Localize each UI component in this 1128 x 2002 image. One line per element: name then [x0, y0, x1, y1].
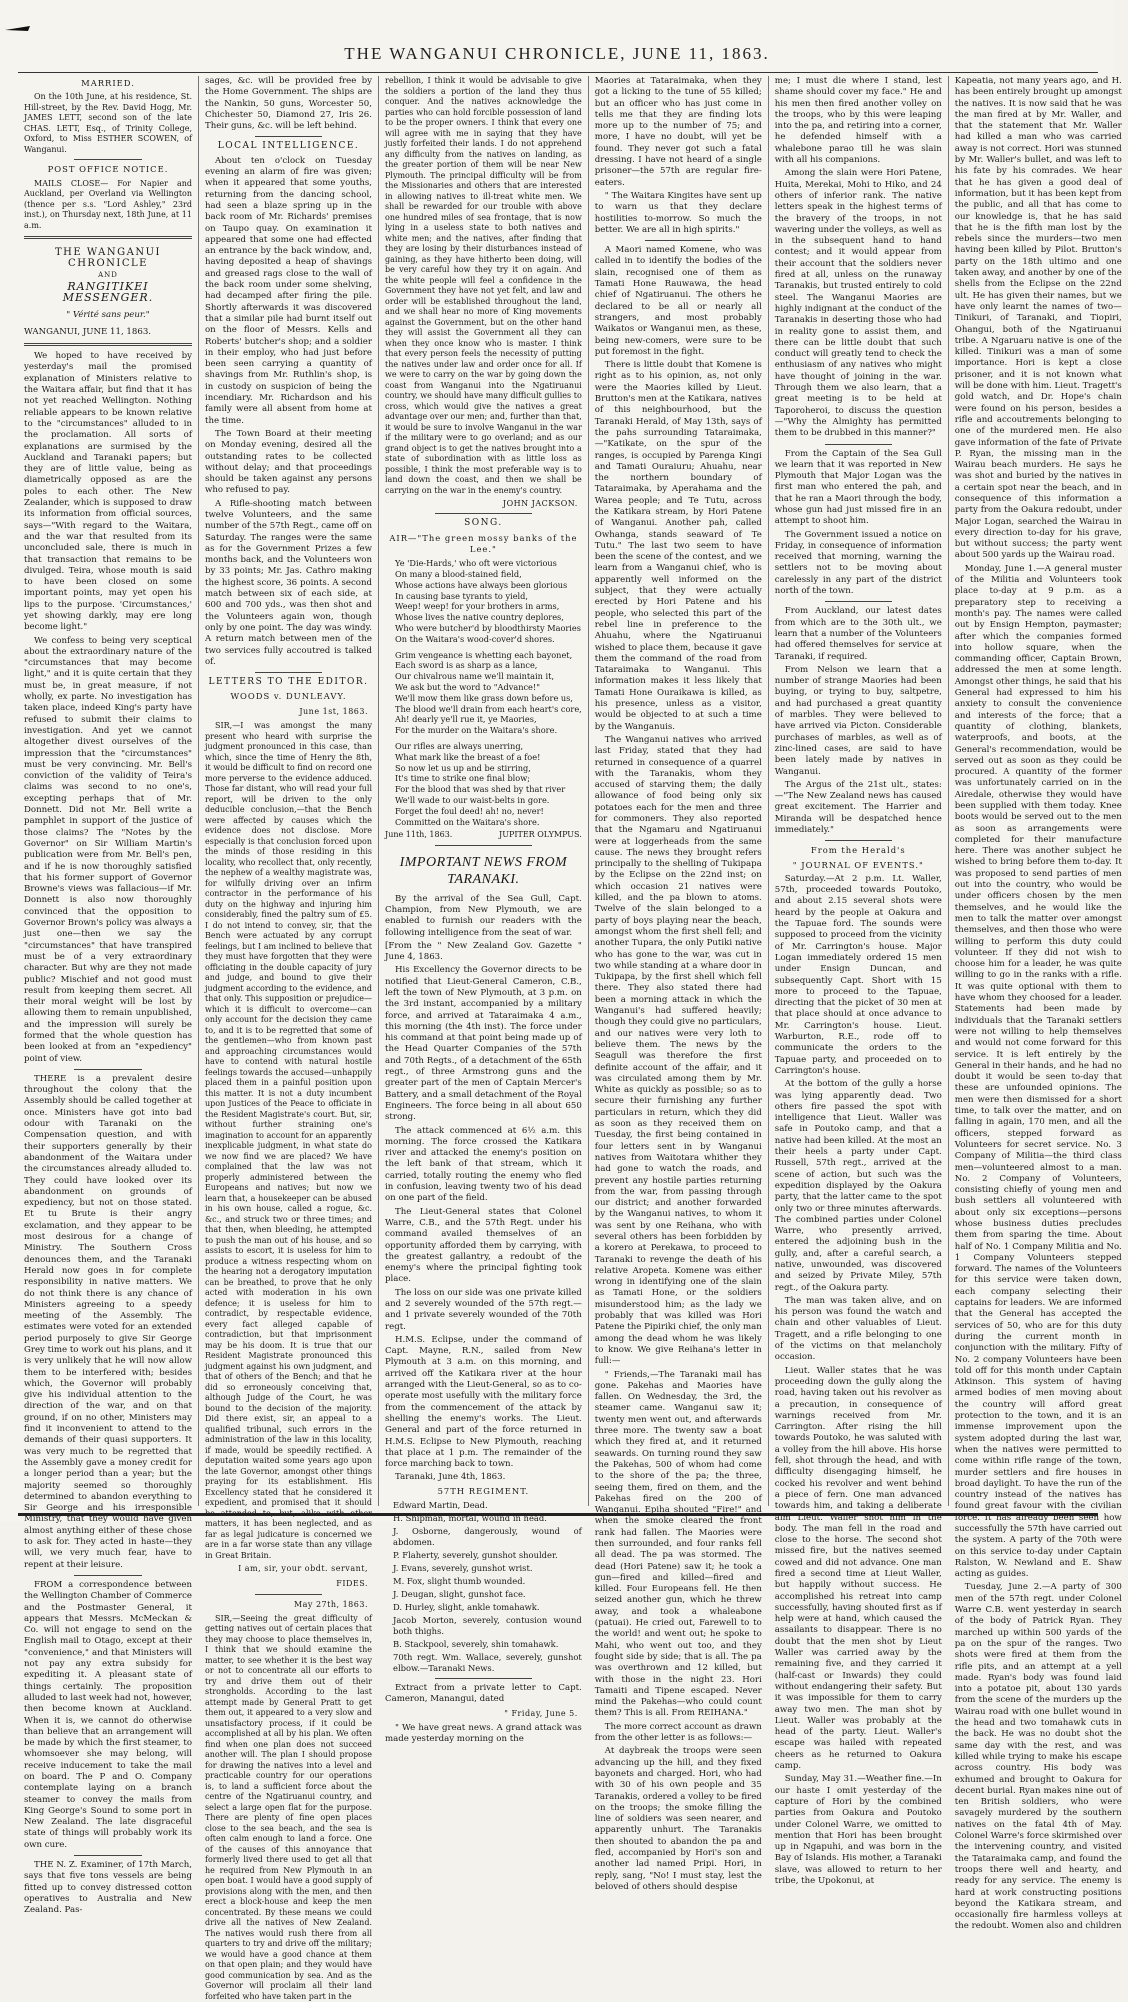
journal-entry: At the bottom of the gully a horse was lying apparently dead. Two others fire passed the spot with intelligence that Lieut. Waller was safe in Poutoko camp, and that a native had been killed. At the most an their heels a party under Capt. Russell, 57th regt., arrived at the scene of action, but such was the expedition displayed by the Oakura party, that the latter came to the spot only two or three minutes afterwards. The combined parties under Colonel Warre, who presently arrived, entered the adjoining bush in the gully, and, after a careful search, a native, unwounded, was discovered and seized by Private Miley, 57th regt., of the Oakura party.	[774, 1079, 942, 1293]
column-5	[768, 76, 948, 1887]
verse-line: Our rifles are always unerring,	[395, 740, 524, 751]
gazette-source: [From the " New Zealand Gov. Gazette " June 4, 1863.	[385, 940, 582, 963]
verse-line: For the murder on the Waitara's shore.	[395, 725, 558, 736]
casualty-entry: B. Stackpool, severely, shin tomahawk.	[393, 1639, 559, 1650]
verse-line: In causing base tyrants to yield,	[395, 590, 529, 601]
verse-line: It's time to strike one final blow;	[395, 773, 530, 784]
header-rule	[18, 72, 1098, 73]
editorial-dateline: WANGANUI, JUNE 11, 1863.	[24, 326, 152, 337]
letter-date: " Friday, June 5.	[504, 1708, 578, 1718]
divider	[435, 845, 532, 846]
divider	[74, 1855, 142, 1856]
divider	[825, 840, 892, 841]
paper-subtitle: RANGITIKEI MESSENGER.	[62, 279, 154, 305]
verse-line: Weep! weep! for your brothers in arms,	[395, 601, 560, 612]
news-paragraph: The Wanganui natives who arrived last Friday, stated that they had returned in consequence of a quarrel with the Taranakis, whom they accused of starving them; the daily allowance of food being only six potatoes each for the men and three for commoners. They also reported that the Ngamaru and Ngatiruanui were at loggerheads from the same cause. The news they brought refers principally to the shelling of Tukipapa by the Eclipse on the 22nd inst; on which occasion 21 natives were killed, and the pa blown to atoms. Twelve of the slain belonged to a party of boys playing near the beach, amongst whom the first shell fell; and another Tupara, the only Putiki native who has gone to the war, was cut in two while standing at a whare door in Tukipapa, by the first shell which fell there. They also stated there had been a morning attack in which the Wanganui's had suffered heavily; though they could give no particulars, and our natives were very loth to believe them. The news by the Seagull was therefore the first definite account of the affair, and it was circulated among them by Mr. White as quickly as possible; so as to secure their furnishing any further particulars in return, which they did as soon as they received them on Tuesday, the first being contained in four letters sent in by Wanganui natives from Waitotara whither they had gone to watch the roads, and prevent any hostile parties returning from the war, from passing through our district; and another forwarded by the Wanganui natives, to whom it was sent by one Reihana, who with several others has been forbidden by a korero at Perekawa, to proceed to Taranaki to revenge the death of his relative Aropeta. Komene was either wrong in identifying one of the slain as Tamati Hone, or the soldiers misunderstood him; as the lady we probably that was killed was Hori Patene the Pipiriki chief, the only man among the dead whom he was likely to know. We give Reihana's letter in full:—	[594, 734, 762, 1367]
verse-line: Each sword is as sharp as a lance,	[395, 660, 538, 671]
verse-line: Whose actions have always been glorious	[395, 579, 568, 590]
casualty-entry: J. Evans, severely, gunshot wrist.	[393, 1563, 533, 1574]
divider	[74, 1069, 142, 1070]
journal-entry: Saturday.—At 2 p.m. Lt. Waller, 57th, proceeded towards Poutoko, and about 2.15 several shots were heard by the people at Oakura and the Tapuae ford. The sounds were supposed to proceed from the vicinity of Mr. Carrington's house. Major Logan immediately ordered 15 men under Ensign Duncan, and subsequently Capt. Short with 15 more to proceed to the Tapuae, directing that the picket of 30 men at that place should at once advance to Mr. Carrington's house. Lieut. Warburton, R.E., rode off to communicate the orders to the Tapuae party, and proceeded on to Carrington's house.	[774, 873, 942, 1076]
casualty-entry: Jacob Morton, severely, contusion wound both thighs.	[393, 1615, 582, 1637]
news-paragraph: The Government issued a notice on Friday, in consequence of information received that morning, warning the settlers not to be moving about carelessly in any part of the district north of the town.	[774, 529, 942, 597]
letter-date: June 1st, 1863.	[299, 706, 368, 716]
divider	[24, 343, 192, 346]
casualty-entry: J. Osborne, dangerously, wound of abdomen.	[393, 1526, 582, 1548]
paper-name: THE WANGANUI CHRONICLE	[55, 247, 161, 270]
article-paragraph: sages, &c. will be provided free by the Home Government. The ships are the Nankin, 50 guns, Worcester 50, Chichester 50, Diamond 27, Iris 26. Their guns, &c. will be left behind.	[205, 76, 372, 132]
regiment-heading: 57TH REGIMENT.	[437, 1485, 530, 1496]
divider	[825, 444, 892, 445]
verse-line: Our chivalrous name we'll maintain it,	[395, 671, 555, 682]
verse-line: On the Waitara's wood-cover'd shores.	[395, 633, 555, 644]
verse-line: The blood we'll drain from each heart's core,	[395, 703, 582, 714]
article-paragraph: About ten o'clock on Tuesday evening an alarm of fire was given; when it appeared that some youths, returning from the dancing school, had seen a blaze spring up in the back room of Mr. Richards' premises on Taupo quay. On examination it appeared that some one had effected an entrance by the back window, and, having deposited a heap of shavings and greased rags close to the wall of the back room under some shelving, had decamped after firing the pile. Shortly afterwards it was discovered that a similar pile had burnt itself out on the floor of Messrs. Kells and Roberts' butcher's shop; and a soldier in their employ, who had just before been seen carrying a quantity of shavings from Mr. Ruthlin's shop, is in custody on suspicion of being the incendiary. Mr. Richardson and his family were all absent from home at the time.	[205, 155, 372, 426]
news-paragraph: There is little doubt that Komene is right as to his opinion, as, not only were the Maories killed by Lieut. Brutton's men at the Katikara, natives of this neighbourhood, but the Taranaki Herald, of May 13th, says of the pahs surrounding Tataraimaka,—"Katikate, on the spur of the ranges, is occupied by Parenga Kingi and Tamati Ouraiuru; Ahuahu, near the northern boundary of Tataraimaka, by Aperahama and the Warea people; and Te Tutu, across the Katikara stream, by Hori Patene of Wanganui. Another pah, called Owhanga, stands seaward of Te Tutu." The last two seem to have been the scene of the contest, and we learn from a Wanganui chief, who is apparently well informed on the subject, that they were actually erected by Hori Patene and his people, who selected this part of the rebel line in preference to the Ahuahu, where the Ngatiruanui wished to place them, because it gave them the command of the road from Tataraimaka to Wanganui. This information makes it less likely that Tamati Hone Ouraikawa is killed, as his presence, unless as a visitor, would be objected to at such a time by the Wanganuis.	[594, 360, 762, 732]
news-paragraph: Maories at Tataraimaka, when they got a licking to the tune of 55 killed; but an officer who has just come in tells me that they are finding lots more up to the number of 75; and more, I have no doubt, will yet be found. They never got such a fatal dressing. I have not heard of a single prisoner—the 57th are regular fire-eaters.	[594, 76, 762, 188]
song-signature: JUPITER OLYMPUS.	[499, 830, 582, 840]
letter-date: May 27th, 1863.	[293, 1599, 368, 1609]
news-paragraph: By the arrival of the Sea Gull, Capt. Champion, from New Plymouth, we are enabled to furnish our readers with the following intelligence from the seat of war.	[385, 893, 582, 938]
married-notice: On the 10th June, at his residence, St. Hill-street, by the Rev. David Hogg, Mr. JAMES LETT, second son of the late CHAS. LETT, Esq., of Trinity College, Oxford, to Miss ESTHER SCOWEN, of Wanganui.	[24, 92, 192, 154]
verse-line: We ask but the word to "Advance!"	[395, 681, 540, 692]
journal-entry: Kapeatia, not many years ago, and H. has been entirely brought up amongst the natives. It is now said that he was the man fired at by Mr. Waller, and that the statement that Mr. Waller had killed a man who was carried away is not correct. Hori was stunned by Mr. Waller's bullet, and was left to his fate by his comrades. We hear that he has given a good deal of information, but it has been kept from the public, and all that has come to our knowledge is, that he has said that he is the fifth man lost by the rebels since the murders—two men having been killed by Pilot. Brutton's party on the 18th ultimo and one taken away, and another by one of the shells from the Eclipse on the 22nd ult. He has given their names, but we have only learnt the names of two—Tinikuri, of Taranaki, and Tiopiri, Ohangui, both of the Ngatiruanui tribe. A Ngaruaru native is one of the killed. Tinikuri was a man of some importance. Hori is kept a close prisoner, and it is not known what will be done with him. Lieut. Tragett's gold watch, and Dr. Hope's chain were found on his person, besides a rifle and accoutrements belonging to one of the murdered men. He also gave information of the fate of Private P. Ryan, the missing man in the Wairau beach murders. He says he was shot and buried by the natives in a certain spot near the beach, and in consequence of this information a party from the Oakura redoubt, under Major Logan, searched the Wairau in every direction to-day for his grave, but without success; the party went about 500 yards up the Wairau road.	[954, 76, 1122, 561]
news-paragraph: From Auckland, our latest dates from which are to the 30th ult., we learn that a number of the Volunteers had offered themselves for service at Taranaki, if required.	[774, 606, 942, 662]
journal-entry: Tuesday, June 2.—A party of 300 men of the 57th regt. under Colonel Warre C.B. went yesterday in search of the body of Patrick Ryan. They marched up within 500 yards of the pa on the spur of the ranges. Two shots were fired at them from the rifle pits, and an attempt at a yell made. Ryan's body was found laid into a potatoe pit, about 130 yards from the scene of the murders up the Wairau road with one bullet wound in the head and two tomahawk cuts in the back. He was no doubt shot the same day with the rest, and was killed while trying to make his escape across country. His body was exhumed and brought to Oakura for decent burial. Ryan makes nine out of ten British soldiers, who were savagely murdered by the southern natives on the fatal 4th of May. Colonel Warre's force skirmished over the intervening country, and visited the Tataraimaka camp, and found the troops there well and hearty, and ready for any service. The enemy is hard at work constructing positions beyond the Katikara stream, and occasionally fire harmless volleys at the redoubt. Women also and children	[954, 1582, 1122, 1932]
journal-entry: Lieut. Waller states that he was proceeding down the gully along the road, having taken out his revolver as a precaution, in consequence of warnings received from Mr. Carrington. After rising the hill towards Poutoko, he was saluted with a volley from the hill above. His horse fell, shot through the head, and with difficulty disengaging himself, he cocked his revolver and went behind a piece of fern. One man advanced towards him, and taking a deliberate aim Lieut. Waller shot him in the body. The man fell in the road and close to the horse. The second shot missed fire, but the natives seemed cowed and did not advance. One man fired a second time at Lieut Waller, but happily without success. He accomplished his retreat into camp successfully, having shouted first as if help were at hand, which caused the assailants to disappear. There is no doubt that the men shot by Lieut Waller was carried away by the remaining five, and they carried it (half-cast or Inwards) they could without endangering their safety. But it was impossible for them to carry away two men. The man shot by Lieut. Waller was probably at the head of the party. Lieut. Waller's escape was hailed with repeated cheers as he returned to Oakura camp.	[774, 1365, 942, 1772]
news-paragraph: The loss on our side was one private killed and 2 severely wounded of the 57th regt.—and 1 private severely wounded of the 70th regt.	[385, 1287, 582, 1332]
divider	[74, 1575, 142, 1576]
letters-heading: LETTERS TO THE EDITOR.	[208, 677, 369, 688]
verse-line: What mark like the breast of a foe!	[395, 751, 541, 762]
news-signoff: Taranaki, June 4th, 1863.	[395, 1472, 506, 1483]
verse-line: Ah! dearly ye'll rue it, ye Maories,	[395, 714, 537, 725]
verse-line: So now let us up and be stirring,	[395, 762, 531, 773]
editorial-paragraph: We hoped to have received by yesterday's mail the promised explanation of Ministers relative to the Waitara affair, but find that it has not yet reached Wellington. Nothing reliable appears to be known relative to the "circumstances" alluded to in the proclamation. All sorts of explanations are surmised by the Auckland and Taranaki papers; but they are of little value, being as diametrically opposed as are the poles to each other. The New Zealander, which is supposed to draw its information from official sources, says—"With regard to the Waitara, and the war that resulted from its unconcluded sale, there is much in that transaction that remains to be divulged. Teira, whose mouth is said to have been closed on some important points, may yet open his lips to the purpose. 'Circumstances,' yet showing darkly, may ere long become light."	[24, 351, 192, 633]
casualty-entry: Edward Martin, Dead.	[393, 1500, 488, 1511]
verse-line: Whose lives the native country deplores,	[395, 612, 564, 623]
divider	[255, 1594, 322, 1595]
letter-signature: JOHN JACKSON.	[502, 499, 578, 508]
article-paragraph: A Rifle-shooting match between twelve Volunteers, and the same number of the 57th Regt., came off on Saturday. The ranges were the same as for the Government Prizes a few months back, and the Volunteers won by 33 points; Mr. Jas. Cathro making the highest score, 36 points. A second match between six of each side, at 600 and 700 yds., was then shot and the Volunteers again won, though only by one point. The day was windy. A return match between men of the two services fully accoutred is talked of.	[205, 498, 372, 667]
column-2	[198, 76, 378, 2001]
paper-motto: " Vérité sans peur."	[66, 309, 150, 320]
letter-body: SIR,—I was amongst the many present who heard with surprise the judgment pronounced in this case, than which, since the time of Henry the 8th, it would be difficult to find on record one more perverse to the evidence adduced. Those far distant, who will read your full report, will be driven to the only deducible conclusion,—that the Bench were affected by causes which the evidence does not disclose. More especially is that conclusion forced upon the minds of those residing in this locality, who recollect that, only recently, the nephew of a wealthy magistrate was, for wilfully driving over an infirm contractor in the performance of his duty on the highway and injuring him considerably, fined the paltry sum of £5. I do not intend to convey, sir, that the Bench were actuated by any corrupt feelings, but I am inclined to believe that they must have forgotten that they were officiating in the double capacity of jury and judge, and bound to give their judgment according to the evidence, and that only. This supposition or prejudice—which it is difficult to overcome—can only account for the decision they came to, and it is to be regretted that some of the gentlemen—who from known past and approaching circumstances would have to contend with natural hostile feelings towards the accused—unhappily placed them in a painful position upon this matter. It is not a duty incumbent upon Justices of the Peace to officiate in the Resident Magistrate's court. But, sir, without further straining one's imagination to account for an apparently inexplicable judgment, in what state do we now find we are placed? We have complained that the law was not properly administered between the Europeans and natives; but now we learn that, a housekeeper can be abused in his own house, called a rogue, &c. &c., and struck two or three times; and that then, when bleeding, he attempted to push the man out of his house, and so assists to escort, it is useless for him to produce a witness respecting whom on the hearing not a derogatory imputation can be breathed, to prove that he only acted with moderation in his own defence; it is useless for him to contradict, by respectable evidence, every fact alleged capable of contradiction, but that imprisonment may be his doom. It is true that our Resident Magistrate pronounced this judgment against his own judgment, and that of others of the Bench; and that he did so erroneously conceiving that, although Judge of the Court, he was bound to the decision of the majority. Did there exist, sir, an appeal to a qualified tribunal, such errors in the administration of the law in this locality, if made, would be speedily rectified. A deputation waited some years ago upon the late Governor, amongst other things praying for its establishment. His Excellency stated that he considered it expedient, and promised that it should be attended to, but, alike with other matters, it has been neglected, and as far as legal judicature is concerned we are in a far worse state than any village in Great Britain.	[205, 721, 372, 1560]
song-date: June 11th, 1863.	[385, 830, 453, 840]
casualty-entry: 70th regt. Wm. Wallace, severely, gunshot elbow.—Taranaki News.	[393, 1652, 582, 1674]
local-intelligence-heading: LOCAL INTELLIGENCE.	[217, 141, 360, 152]
news-paragraph: " We have great news. A grand attack was made yesterday morning on the	[385, 1722, 582, 1745]
editorial-paragraph: THERE is a prevalent desire throughout the colony that the Assembly should be called together at once. Ministers have got into bad odour with Taranaki on the Compensation question, and with their supporters generally by their abandonment of the Waitara under the circumstances already alluded to. They could have looked over its abandonment on grounds of expediency, but not on those stated. Et tu Brute is their angry exclamation, and they appear to be most desirous for a change of Ministry. The Southern Cross denounces them, and the Taranaki Herald now goes in for complete responsibility in native matters. We do not think there is any chance of Ministers agreeing to a speedy meeting of the Assembly. The estimates were voted for an extended period purposely to give Sir George Grey time to work out his plans, and it is very unlikely that he will now allow them to be interfered with; besides which, the Governor will probably give his individual attention to the direction of the war, and on that ground, if on no other, Ministers may find it inconvenient to attend to the demands of their quasi supporters. It was very much to be regretted that the Assembly gave a money credit for a longer period than a year; but the majority seemed so thoroughly determined to abandon everything to Sir George and his irresponsible Ministry, that they would have given almost anything either of these chose to ask for. They acted in haste—they will, we very much fear, have to repent at their leisure.	[24, 1073, 192, 1570]
post-office-heading: POST OFFICE NOTICE.	[47, 164, 169, 175]
letter-signature: FIDES.	[336, 1579, 368, 1589]
editorial-paragraph: FROM a correspondence between the Wellington Chamber of Commerce and the Postmaster General, it appears that Messrs. McMeckan & Co. will not engage to send on the English mail to Otago, except at their "convenience," and that Ministers will not pay any extra subsidy for expediting it. A pleasant state of things certainly. The proposition alluded to last week had not, however, then become known at Auckland. When it is, we cannot do otherwise than believe that an arrangement will be made by which the first steamer, to whomsoever she may belong, will receive inducement to take the mail on board. The P and O. Company contemplate laying on a branch steamer to convey the mails from King George's Sound to some port in New Zealand. The late disgraceful state of things will probably work its own cure.	[24, 1579, 192, 1850]
verse-line: Who were butcher'd by bloodthirsty Maories	[395, 622, 581, 633]
editorial-paragraph: THE N. Z. Examiner, of 17th March, says that five tons vessels are being fitted up to convey distressed cotton operatives to Australia and New Zealand. Pas-	[24, 1860, 192, 1916]
song-footer	[385, 829, 582, 840]
divider	[74, 159, 142, 160]
song-verses	[385, 558, 582, 827]
casualty-entry: D. Hurley, slight, ankle tomahawk.	[393, 1602, 540, 1613]
verse-line: Committed on the Waitara's shore.	[395, 816, 540, 827]
casualty-entry: M. Fox, slight thumb wounded.	[393, 1576, 526, 1587]
divider	[825, 601, 892, 602]
letter-closing: I am, sir, your obdt. servant,	[238, 1564, 368, 1574]
casualty-entry: J. Deugan, slight, gunshot face.	[393, 1589, 526, 1600]
editorial-paragraph: We confess to being very sceptical about the extraordinary nature of the "circumstances that may become light," and it is quite certain that they must be, in great measure, if not wholly, ex parte. No investigation has taken place, indeed King's party have refused to submit their claims to investigation. And yet we cannot altogether divest ourselves of the impression that the "circumstances" must be very convincing. Mr. Bell's conviction of the validity of Teira's claims was second to no one's, excepting perhaps that of Mr. Donnett. Did not Mr. Bell write a pamphlet in support of the justice of those claims? The "Notes by the Governor" on Sir William Martin's publication were from Mr. Bell's pen, and if he is now thoroughly satisfied that his former support of Governor Browne's views was fallacious—if Mr. Donnett is also now thoroughly convinced that the opposition to Governor Brown's policy was always a just one—then we say the "circumstances" that have transpired must be of a very extraordinary character. But why are they not made public? Mischief and not good must result from keeping them secret. All their moral weight will be lost by allowing them to remain unpublished, and the impression will surely be formed that the whole question has been looked at from an "expediency" point of view.	[24, 635, 192, 1064]
divider	[24, 236, 192, 239]
news-paragraph: The more correct account as drawn from the other letter is as follows:—	[594, 1721, 762, 1744]
footer-rule	[18, 1513, 1098, 1516]
news-paragraph: me; I must die where I stand, lest shame should cover my face." He and his men then fired another volley on the troops, who by this were leaping into the pa, and retiring into a corner, he defended himself with a whalebone parao till he was slain with all his companions.	[774, 76, 942, 166]
news-paragraph: A Maori named Komene, who was called in to identify the bodies of the slain, recognised one of them as Tamati Hone Rauwawa, the head chief of Ngatiruanui. The others he declared to be all or nearly all strangers, and most probably Waikatos or Wanganui men, as these, being new-comers, were sure to be put foremost in the fight.	[594, 245, 762, 357]
verse-line: We'll wade to our waist-belts in gore.	[395, 794, 550, 805]
journal-heading: " JOURNAL OF EVENTS."	[792, 859, 924, 870]
verse-line: Ye 'Die-Hards,' who oft were victorious	[395, 558, 557, 569]
divider	[645, 240, 712, 241]
news-paragraph: At daybreak the troops were seen advancing up the hill, and they fixed bayonets and charged. Hori, who had with 30 of his own people and 35 Taranakis, ordered a volley to be fired on the troops; the smoke filling the line of soldiers was seen nearer, and apparently unhurt. The Taranakis then shouted to abandon the pa and fled, accompanied by Hori's son and another lad named Pripi. Hori, in reply, sang, "No! I must stay, lest the beloved of others should despise	[594, 1746, 762, 1892]
casualty-list	[385, 1500, 582, 1674]
divider	[255, 136, 322, 137]
verse-line: For the blood that was shed by that river	[395, 784, 566, 795]
case-heading: WOODS v. DUNLEAVY.	[230, 691, 347, 702]
important-news-heading: IMPORTANT NEWS FROM TARANAKI.	[399, 854, 568, 887]
journal-entry: Monday, June 1.—A general muster of the Militia and Volunteers took place to-day at 9 p.m. as a preparatory step to receiving a month's pay. The names were called out by Ensign Hempton, paymaster; after which the companies formed into hollow square, when the commanding officer, Captain Brown, addressed the men at some length. Amongst other things, he said that his General had expressed to him his anxiety to consult the convenience and interests of the force; that a quantity of clothing, blankets, waterproofs, and boots, at the General's recommendation, would be served out as soon as they could be procured. A quantity of the former was unfortunately carried on in the Airedale, otherwise they would have been supplied with them today. Knee boots would be served out to the men as soon as arrangements were completed for their manufacture here. There was another subject he wished to bring before them to-day. It was proposed to send parties of men out into the country, who would be under officers chosen by the men themselves, and he would like the men to talk the matter over amongst themselves, and then those who were willing to perform this duty could volunteer. If they did not wish to choose him for a leader, he was quite willing to go in the ranks with a rifle. It was quite optional with them to have whom they choosed for a leader. Statements had been made by individuals that the Taranaki settlers were not willing to help themselves and would not come forward for this service. It is left entirely by the General in their hands, and he had no doubt it would be seen to-day that these are unfounded opinions. The men were then dismissed for a short time, to talk over the matter, and on falling in again, 170 men, and all the officers, stepped forward as Volunteers for secret service. No. 3 Company of Militia—the third class men—volunteered almost to a man. No. 2 Company of Volunteers, consisting chiefly of young men and bush settlers all volunteered with about only six exceptions—persons whose business duties precludes them from sparing the time. About half of No. 1 Company Militia and No. 1 Company Volunteers stepped forward. The names of the Volunteers for this service were taken down, each company selecting their captains for leaders. We are informed that the General has accepted the services of 50, who are for this duty during the current month in conjunction with the military. Fifty of No. 2 company Volunteers have been told off for this month under Captain Atkinson. This system of having armed bodies of men moving about the country will afford great protection to the town, and it is an immense improvement upon the system adopted during the last war, when the natives were permitted to come within rifle range of the town, murder settlers and fire houses in broad daylight. To have the run of the country instead of the natives has found great favour with the civilian force. It has already been seen how successfully the 57th have carried out the system. A party of the 70th were on this service to-day under Captain Ralston, W. Newland and E. Shaw acting as guides.	[954, 563, 1122, 1580]
casualty-entry: H. Shipman, mortal, wound in head.	[393, 1513, 547, 1524]
song-heading: SONG.	[464, 518, 503, 529]
columns	[18, 76, 1122, 2001]
divider	[255, 672, 322, 673]
news-paragraph: The Lieut-General states that Colonel Warre, C.B., and the 57th Regt. under his command availed themselves of an opportunity afforded them by carrying, with the greatest gallantry, a redoubt of the enemy's where the principal fighting took place.	[385, 1206, 582, 1285]
paper-and: AND	[98, 270, 118, 279]
verse-line: Forget the foul deed! ah! no, never!	[395, 805, 544, 816]
news-paragraph: From the Captain of the Sea Gull we learn that it was reported in New Plymouth that Major Logan was the first man who entered the pah, and that he ran a Maori through the body, whose gun had just missed fire in an attempt to shoot him.	[774, 448, 942, 527]
news-paragraph: H.M.S. Eclipse, under the command of Capt. Mayne, R.N., sailed from New Plymouth at 3 a.m. on this morning, and arrived off the Katikara river at the hour arranged with the Lieut-General, so as to co-operate most usefully with the military force from the commencement of the attack by shelling the enemy's works. The Lieut. General and part of the force returned in H.M.S. Eclipse to New Plymouth, reaching that place at 1 p.m. The remainder of the force marching back to town.	[385, 1334, 582, 1470]
news-paragraph: The attack commenced at 6½ a.m. this morning. The force crossed the Katikara river and attacked the enemy's position on the left bank of that stream, which it carried, totally routing the enemy who fled in confusion, leaving twenty two of his dead on one part of the field.	[385, 1125, 582, 1204]
article-paragraph: The Town Board at their meeting on Monday evening, desired all the outstanding rates to be collected without delay; and that proceedings should be taken against any persons who refused to pay.	[205, 428, 372, 496]
news-paragraph: " Friends,—The Taranaki mail has gone. Pakehas and Maories have fallen. On Wednesday, the 3rd, the steamer came. Wanganui saw it; twenty men went out, and afterwards three more. The twenty saw a boat which they fired at, and it returned seawards. On turning round they saw the Pakehas, 500 of whom had come to the shore of the pa; the three, seeing them, fired on them, and the Pakehas fired on the 200 of Wanganui. Epiha shouted "Fire!" and when the smoke cleared the front rank had fallen. The Maories were then surrounded, and four ranks fell all dead. The pa was stormed. The dead (Hori Patene) saw it; he took a gun—fired and killed—fired and killed. Four Europeans fell. He then seized another gun, which he threw away, and took a whaleabone (patuai). He cried out, Farewell to to the world! and went out; he spoke to Mahi, who went out too, and they fought side by side; that is all. The pa was overthrown and 12 killed, but with those in the night 23. Hori Tamaiti and Tipene escaped. Never mind the Pakehas—who could count them? This is all. From REIHANA."	[594, 1369, 762, 1719]
ink-blot-mark	[4, 24, 32, 34]
casualty-entry: P. Flaherty, severely, gunshot shoulder.	[393, 1550, 558, 1561]
column-4	[588, 76, 768, 1892]
divider	[435, 513, 532, 514]
news-paragraph: From Nelson we learn that a number of strange Maories had been buying, or trying to buy, saltpetre, and had purchased a great quantity of marbles. They were believed to have arrived via Picton. Considerable purchases of marbles, as well as of zinc-lined cases, are said to have been lately made by natives in Wanganui.	[774, 664, 942, 777]
news-paragraph: " The Waitara Kingites have sent up to warn us that they declare hostilities to-morrow. So much the better. We are all in high spirits."	[594, 190, 762, 235]
news-paragraph: The Argus of the 21st ult., states:—"The New Zealand news has caused great excitement. The Harrier and Miranda will be despatched hence immediately."	[774, 779, 942, 835]
verse-line: Grim vengeance is whetting each bayonet,	[395, 649, 573, 660]
divider	[435, 1678, 532, 1679]
married-heading: MARRIED.	[81, 78, 135, 88]
news-paragraph: Extract from a private letter to Capt. Cameron, Manangui, dated	[385, 1683, 582, 1705]
journal-entry: The man was taken alive, and on his person was found the watch and chain and other valuables of Lieut. Tragett, and a rifle belonging to one of the victims on that melancholy occasion.	[774, 1295, 942, 1363]
letter-body: SIR,—Seeing the great difficulty of getting natives out of certain places that they may choose to place themselves in, I think that we should examine the matter, to see whether it is the best way or not to concentrate all our efforts to try and drive them out of their strongholds. According to the last attempt made by General Pratt to get them out, it appeared to a very slow and unsatisfactory process, if it could be accomplished at all by his plan. We often find when one plan does not succeed another will. The plan I should propose for drawing the natives into a level and practicable country for our operations is, to land a sufficient force about the centre of the Ngatiruanui country, and select a large open flat for the purpose. There are plenty of fine open places close to the sea beach, and the sea is often calm enough to land a force. One of the causes of this annoyance that formerly lived there used to get all that he required from New Plymouth in an open boat. I would have a good supply of provisions along with the men, and then erect a block-house and keep the men concentrated. By these means we could drive all the natives of New Zealand. The natives would rush there from all quarters to try and drive off the military; we would have a good chance at them on that open plain; and they would have good communication by sea. And as the Governor will proclaim all their land forfeited who have taken part in the	[205, 1613, 372, 2001]
song-air: AIR—"The green mossy banks of the Lee."	[389, 532, 578, 554]
page-header: THE WANGANUI CHRONICLE, JUNE 11, 1863.	[344, 44, 770, 63]
journal-entry: Sunday, May 31.—Weather fine.—In our haste I omit yesterday of the capture of Hori by the combined parties from Oakura and Poutoko under Colonel Warre, we omitted to mention that Hori has been brought up in Ngapuhi, and was born in the Bay of Islands. His mother, a Taranaki slave, was allowed to return to her tribe, the Upokonui, at	[774, 1774, 942, 1887]
column-6	[948, 76, 1128, 1932]
verse-line: On many a blood-stained field,	[395, 568, 522, 579]
verse-line: We'll mow them like grass down before us,	[395, 692, 573, 703]
letter-body: rebellion, I think it would be advisable to give the soldiers a portion of the land they thus conquer. And the natives acknowledge the parties who can hold forcible possession of land to be the proper owners. I think that every one will agree with me in saying that they have justly forfeited their lands. I do not apprehend any difficulty from the natives on landing, as the greater portion of them will be near New Plymouth. The principal difficulty will be from the Missionaries and others that are interested in allowing natives to ill-treat white men. We shall be rewarded for our trouble with above one hundred miles of sea frontage, that is now lying in a useless state to both natives and white men; and the natives, after finding that they are losing by their disturbances instead of gaining, as they have hitherto been doing, will be very careful how they try it on again. And the white people will feel a confidence in the Government they have not yet felt, and law and order will be established throughout the land, and we shall hear no more of King movements against the Government, but on the other hand they will assist the Government all they can when they once know who is master. I think that every person feels the necessity of putting the natives under law and order once for all. If we were to carry on the war by going down the coast from Wanganui into the Ngatiruanui country, we should have many difficult gullies to cross, which would give the natives a great advantage over our men; and, further than that, it would be sure to involve Wanganui in the war if the military were to go overland; and as our grand object is to get the natives brought into a state of subordination with as little loss as possible, I think the most preferable way is to land down the coast, and then we shall be carrying on the war in the enemy's country.	[385, 76, 582, 495]
news-paragraph: His Excellency the Governor directs to be notified that Lieut-General Cameron, C.B., left the town of New Plymouth, at 3 p.m. on the 3rd instant, accompanied by a military force, and arrived at Tataraimaka 4 a.m., this morning (the 4th inst). The force under his command at that point being made up of the Head Quarter Companies of the 57th and 70th Regts., of a detachment of the 65th regt., of three Armstrong guns and the greater part of the men of Captain Mercer's Battery, and a small detachment of the Royal Engineers. The force being in all about 650 strong.	[385, 965, 582, 1123]
news-paragraph: Among the slain were Hori Patene, Huita, Merekai, Mohi to Hiko, and 24 others of inferior rank. The native letters speak in the highest terms of the bravery of the troops, in not wavering under the volleys, as well as in the subsequent hand to hand contest; and it would appear from their account that the soldiers never fired at all, unless on the runaway Taranakis, but trusted entirely to cold steel. The Wanganui Maories are highly indignant at the conduct of the Taranakis in deserting those who had in reality gone to assist them, and there can be little doubt that such conduct will greatly tend to check the enthusiasm of any natives who might have thought of joining in the war. Through them we also learn, that a great meeting is to be held at Taporoheroi, to discuss the question—"Why the Almighty has permitted them to be drubbed in this manner?"	[774, 168, 942, 439]
column-3	[378, 76, 588, 1745]
post-office-notice: MAILS CLOSE— For Napier and Auckland, per Overland via Wellington (thence per s.s. "Lord Ashley," 23rd inst.), on Thursday next, 18th June, at 11 a.m.	[24, 178, 192, 230]
column-1	[18, 76, 198, 1916]
herald-heading: From the Herald's	[810, 845, 906, 856]
